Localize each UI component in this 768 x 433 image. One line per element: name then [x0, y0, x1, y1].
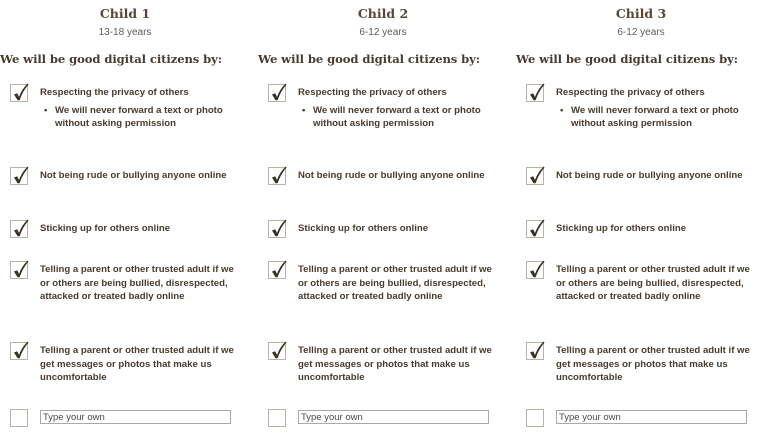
- checkmark-icon: [12, 261, 28, 279]
- pledge-label: [40, 169, 240, 183]
- pledge-sublist: [556, 104, 756, 131]
- pledge-label: [298, 169, 498, 183]
- child-age: 6-12 years: [359, 27, 407, 38]
- pledge-checkbox[interactable]: [10, 261, 28, 279]
- checkmark-icon: [528, 342, 544, 360]
- pledge-label: [556, 86, 756, 131]
- pledge-label: [298, 344, 498, 385]
- pledge-label: [298, 222, 498, 236]
- checkmark-icon: [12, 84, 28, 102]
- pledge-checkbox[interactable]: [268, 261, 286, 279]
- pledge-sublist: [40, 104, 240, 131]
- pledge-label-text: Not being rude or bullying anyone online: [40, 170, 227, 181]
- checkmark-icon: [528, 261, 544, 279]
- checkmark-icon: [12, 342, 28, 360]
- checkmark-icon: [270, 167, 286, 185]
- custom-pledge-input[interactable]: [298, 410, 489, 424]
- pledge-label: [556, 344, 756, 385]
- pledge-label: [40, 86, 240, 131]
- pledge-label-text: Telling a parent or other trusted adult if we get messages or photos that make us uncomfortable: [556, 345, 750, 384]
- pledge-subitem: • We will never forward a text or photo without asking permission: [298, 104, 498, 131]
- pledge-label: [40, 344, 240, 385]
- checkmark-icon: [270, 342, 286, 360]
- pledge-checkbox[interactable]: [268, 220, 286, 238]
- child-name: Child 2: [357, 6, 409, 21]
- pledge-label-text: Not being rude or bullying anyone online: [298, 170, 485, 181]
- pledge-checkbox[interactable]: [526, 167, 544, 185]
- pledge-label-text: Respecting the privacy of others: [556, 87, 705, 98]
- pledge-label-text: Not being rude or bullying anyone online: [556, 170, 743, 181]
- pledge-checkbox[interactable]: [268, 84, 286, 102]
- custom-pledge-input[interactable]: [40, 410, 231, 424]
- checkmark-icon: [270, 220, 286, 238]
- pledge-heading: We will be good digital citizens by:: [0, 52, 222, 66]
- pledge-label-text: Sticking up for others online: [40, 223, 171, 234]
- pledge-checkbox[interactable]: [10, 342, 28, 360]
- pledge-label-text: Respecting the privacy of others: [40, 87, 189, 98]
- custom-pledge-input[interactable]: [556, 410, 747, 424]
- pledge-sublist: [298, 104, 498, 131]
- pledge-checkbox[interactable]: [526, 342, 544, 360]
- custom-pledge-checkbox[interactable]: [526, 409, 544, 427]
- child-age: 13-18 years: [98, 27, 152, 38]
- pledge-checkbox[interactable]: [10, 220, 28, 238]
- pledge-label: [556, 263, 756, 304]
- pledge-checkbox[interactable]: [526, 84, 544, 102]
- checkmark-icon: [528, 167, 544, 185]
- pledge-checkbox[interactable]: [10, 167, 28, 185]
- pledge-subitem: • We will never forward a text or photo without asking permission: [40, 104, 240, 131]
- checkmark-icon: [270, 261, 286, 279]
- checkmark-icon: [528, 220, 544, 238]
- pledge-label-text: Telling a parent or other trusted adult if we or others are being bullied, disrespected, attacked or treated badly online: [298, 264, 492, 303]
- pledge-checkbox[interactable]: [526, 261, 544, 279]
- pledge-label-text: Sticking up for others online: [298, 223, 429, 234]
- pledge-heading: We will be good digital citizens by:: [258, 52, 480, 66]
- pledge-checkbox[interactable]: [268, 167, 286, 185]
- pledge-checkbox[interactable]: [526, 220, 544, 238]
- pledge-label: [556, 169, 756, 183]
- pledge-label: [298, 86, 498, 131]
- checkmark-icon: [12, 167, 28, 185]
- pledge-label: [40, 263, 240, 304]
- pledge-heading: We will be good digital citizens by:: [516, 52, 738, 66]
- pledge-subitem: • We will never forward a text or photo without asking permission: [556, 104, 756, 131]
- pledge-checkbox[interactable]: [268, 342, 286, 360]
- child-name: Child 1: [99, 6, 151, 21]
- pledge-label: [556, 222, 756, 236]
- pledge-label-text: Sticking up for others online: [556, 223, 687, 234]
- pledge-label: [298, 263, 498, 304]
- custom-pledge-checkbox[interactable]: [10, 409, 28, 427]
- checkmark-icon: [12, 220, 28, 238]
- child-age: 6-12 years: [617, 27, 665, 38]
- custom-pledge-checkbox[interactable]: [268, 409, 286, 427]
- pledge-label-text: Respecting the privacy of others: [298, 87, 447, 98]
- child-name: Child 3: [615, 6, 667, 21]
- pledge-label-text: Telling a parent or other trusted adult if we get messages or photos that make us uncomfortable: [298, 345, 492, 384]
- pledge-label: [40, 222, 240, 236]
- checkmark-icon: [270, 84, 286, 102]
- pledge-checkbox[interactable]: [10, 84, 28, 102]
- checkmark-icon: [528, 84, 544, 102]
- pledge-label-text: Telling a parent or other trusted adult if we get messages or photos that make us uncomfortable: [40, 345, 234, 384]
- pledge-label-text: Telling a parent or other trusted adult if we or others are being bullied, disrespected, attacked or treated badly online: [556, 264, 750, 303]
- pledge-label-text: Telling a parent or other trusted adult if we or others are being bullied, disrespected, attacked or treated badly online: [40, 264, 234, 303]
